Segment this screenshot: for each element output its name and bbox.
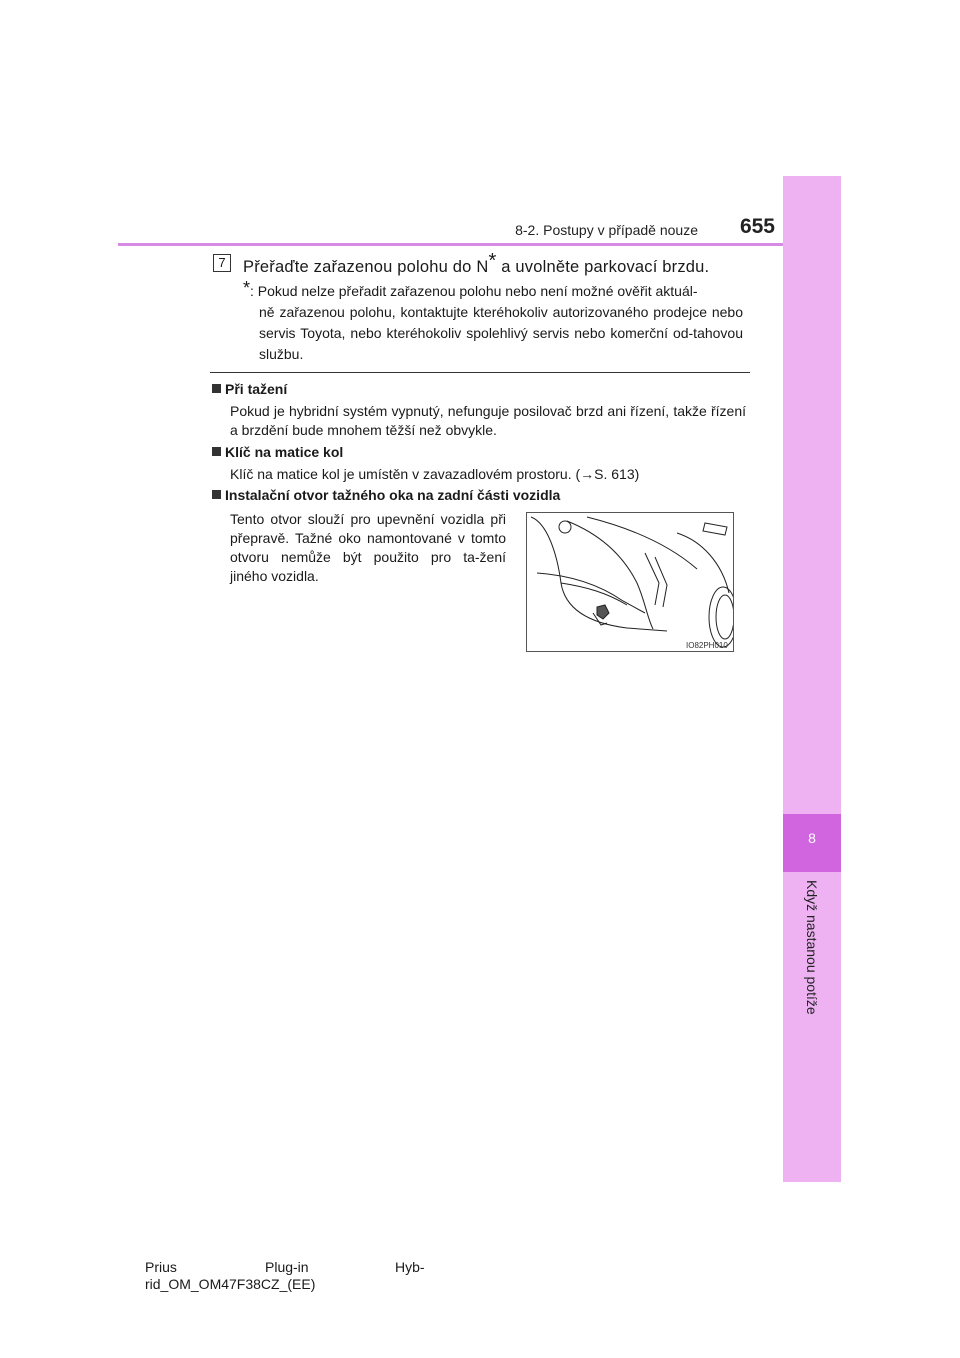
section-heading-wheel-nut-wrench <box>212 444 343 460</box>
section-body-towing: Pokud je hybridní systém vypnutý, nefunguje posilovač brzd ani řízení, takže řízení a brzdění bude mnohem těžší než obvykle. <box>230 403 746 438</box>
footnote-marker: * <box>488 250 497 272</box>
header-section-title: 8-2. Postupy v případě nouze <box>515 222 698 238</box>
header-rule <box>118 243 783 246</box>
footnote-first-text: : Pokud nelze přeřadit zařazenou polohu nebo není možné ověřit aktuál- <box>250 283 698 299</box>
step-instruction <box>243 250 710 278</box>
illustration-drawing <box>527 513 733 651</box>
page-number: 655 <box>739 215 775 238</box>
square-bullet-icon <box>212 447 221 456</box>
step-text-before: Přeřaďte zařazenou polohu do N <box>243 258 489 276</box>
footnote-continuation: ně zařazenou polohu, kontaktujte kteréhokoliv autorizovaného prodejce nebo servis Toyota, nebo kteréhokoliv spolehlivý servis nebo komerční od-tahovou službu. <box>259 304 743 362</box>
section-heading-text: Instalační otvor tažného oka na zadní části vozidla <box>225 487 561 503</box>
section-heading-towing <box>212 381 287 397</box>
footer-document-id-line1 <box>145 1259 425 1275</box>
car-rear-tow-hook-illustration <box>526 512 734 652</box>
section-heading-text: Klíč na matice kol <box>225 444 344 460</box>
footer-word: Hyb- <box>395 1259 425 1275</box>
chapter-number: 8 <box>808 830 816 846</box>
square-bullet-icon <box>212 490 221 499</box>
footer-document-id-line2: rid_OM_OM47F38CZ_(EE) <box>145 1276 316 1292</box>
square-bullet-icon <box>212 384 221 393</box>
section-body-tow-eyelet-hole: Tento otvor slouží pro upevnění vozidla při přepravě. Tažné oko namontované v tomto otvoru nemůže být použito pro ta-žení jiného vozidla. <box>230 511 506 584</box>
footnote-star: * <box>243 278 251 298</box>
chapter-side-tab <box>783 176 841 1182</box>
section-heading-tow-eyelet-hole <box>212 487 560 503</box>
step-text-after: a uvolněte parkovací brzdu. <box>496 258 710 276</box>
section-heading-text: Při tažení <box>225 381 288 397</box>
section-body-wheel-nut-wrench: Klíč na matice kol je umístěn v zavazadlovém prostoru. (→S. 613) <box>230 466 640 482</box>
step-number-box: 7 <box>213 254 231 272</box>
footnote <box>243 280 743 365</box>
section-divider <box>210 372 750 373</box>
footer-word: Plug-in <box>265 1259 309 1275</box>
chapter-title: Když nastanou potíže <box>804 880 820 1015</box>
illustration-code: IO82PH010 <box>686 641 728 650</box>
footer-word: Prius <box>145 1259 177 1275</box>
footnote-first-line <box>243 280 743 302</box>
